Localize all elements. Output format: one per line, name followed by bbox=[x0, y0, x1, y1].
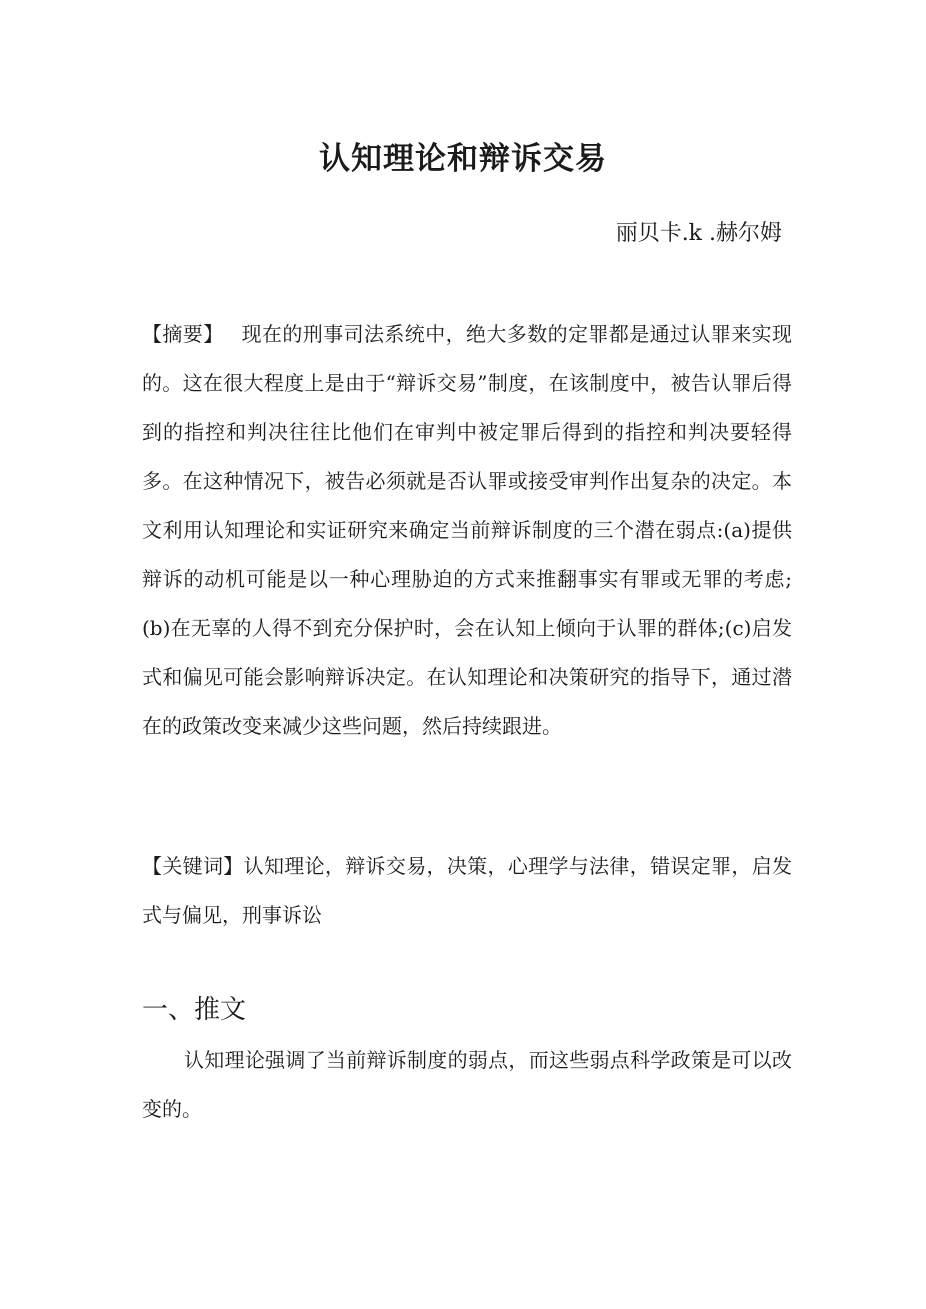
keywords-text: 认知理论，辩诉交易，决策，心理学与法律，错误定罪，启发式与偏见，刑事诉讼 bbox=[142, 854, 793, 927]
abstract-paragraph bbox=[142, 310, 792, 751]
keywords-label: 【关键词】 bbox=[142, 854, 244, 878]
section-heading: 一、推文 bbox=[142, 995, 247, 1025]
section-paragraph: 认知理论强调了当前辩诉制度的弱点，而这些弱点科学政策是可以改变的。 bbox=[142, 1048, 792, 1121]
keywords-paragraph bbox=[142, 842, 792, 940]
abstract-text: 现在的刑事司法系统中，绝大多数的定罪都是通过认罪来实现的。这在很大程度上是由于“辩诉交易”制度，在该制度中，被告认罪后得到的指控和判决往往比他们在审判中被定罪后得到的指控和判决要轻得多。在这种情况下，被告必须就是否认罪或接受审判作出复杂的决定。本文利用认知理论和实证研究来确定当前辩诉制度的三个潜在弱点:(a)提供辩诉的动机可能是以一种心理胁迫的方式来推翻事实有罪或无罪的考虑;(b)在无辜的人得不到充分保护时，会在认知上倾向于认罪的群体;(c)启发式和偏见可能会影响辩诉决定。在认知理论和决策研究的指导下，通过潜在的政策改变来减少这些问题，然后持续跟进。 bbox=[142, 322, 793, 738]
author-name: 丽贝卡.k .赫尔姆 bbox=[615, 221, 782, 246]
document-title: 认知理论和辩诉交易 bbox=[319, 140, 607, 177]
abstract-label: 【摘要】 bbox=[142, 322, 224, 346]
